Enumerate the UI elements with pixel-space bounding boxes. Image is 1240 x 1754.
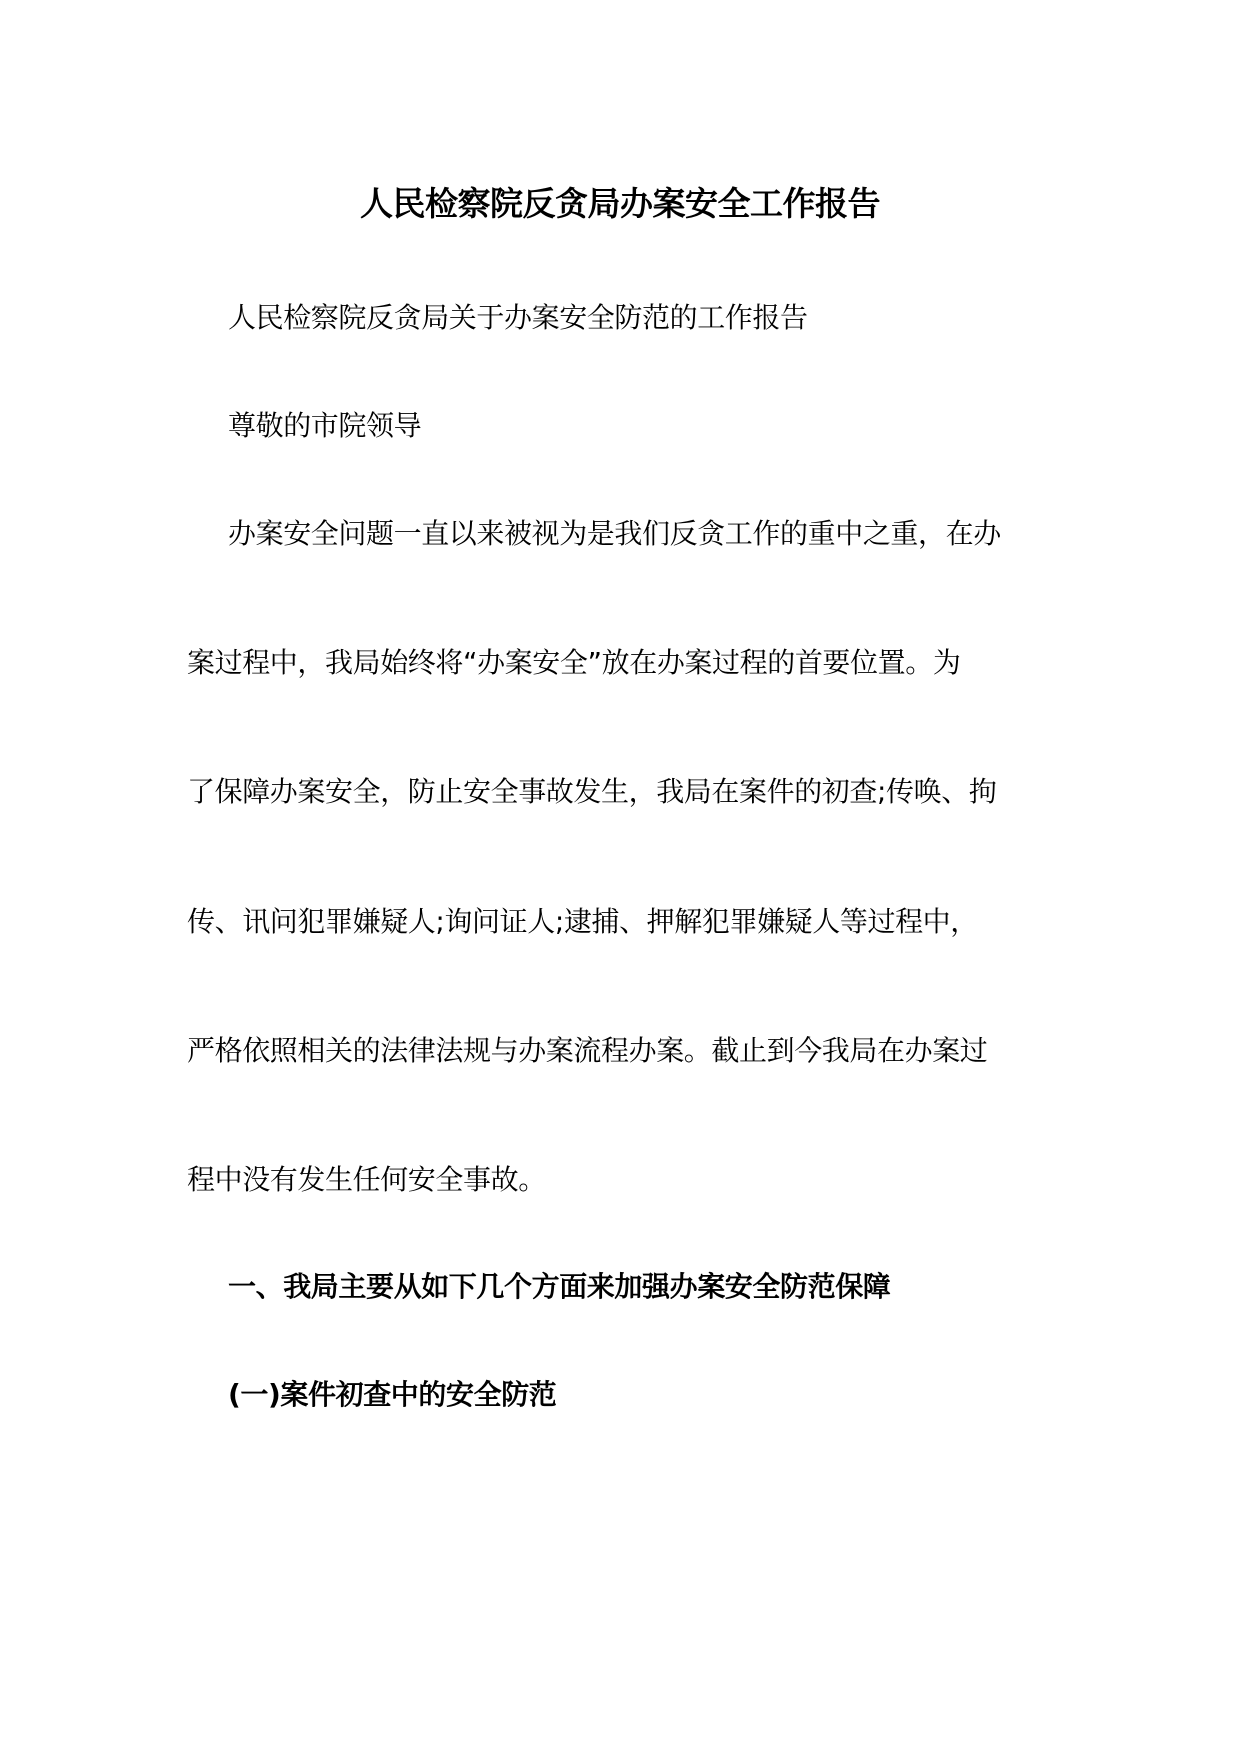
paragraph-line: 了保障办案安全，防止安全事故发生，我局在案件的初查;传唤、拘: [187, 775, 997, 808]
paragraph-line: 程中没有发生任何安全事故。: [187, 1163, 546, 1196]
salutation: 尊敬的市院领导: [228, 409, 422, 442]
subsection-heading: (一)案件初查中的安全防范: [228, 1378, 557, 1411]
paragraph-line: 办案安全问题一直以来被视为是我们反贪工作的重中之重，在办: [228, 517, 1001, 550]
paragraph-line: 传、讯问犯罪嫌疑人;询问证人;逮捕、押解犯罪嫌疑人等过程中，: [187, 905, 978, 938]
document-subtitle: 人民检察院反贪局关于办案安全防范的工作报告: [228, 301, 808, 334]
document-title: 人民检察院反贪局办案安全工作报告: [360, 184, 880, 223]
section-heading: 一、我局主要从如下几个方面来加强办案安全防范保障: [228, 1270, 891, 1303]
paragraph-line: 案过程中，我局始终将“办案安全”放在办案过程的首要位置。为: [187, 646, 961, 679]
paragraph-line: 严格依照相关的法律法规与办案流程办案。截止到今我局在办案过: [187, 1034, 988, 1067]
